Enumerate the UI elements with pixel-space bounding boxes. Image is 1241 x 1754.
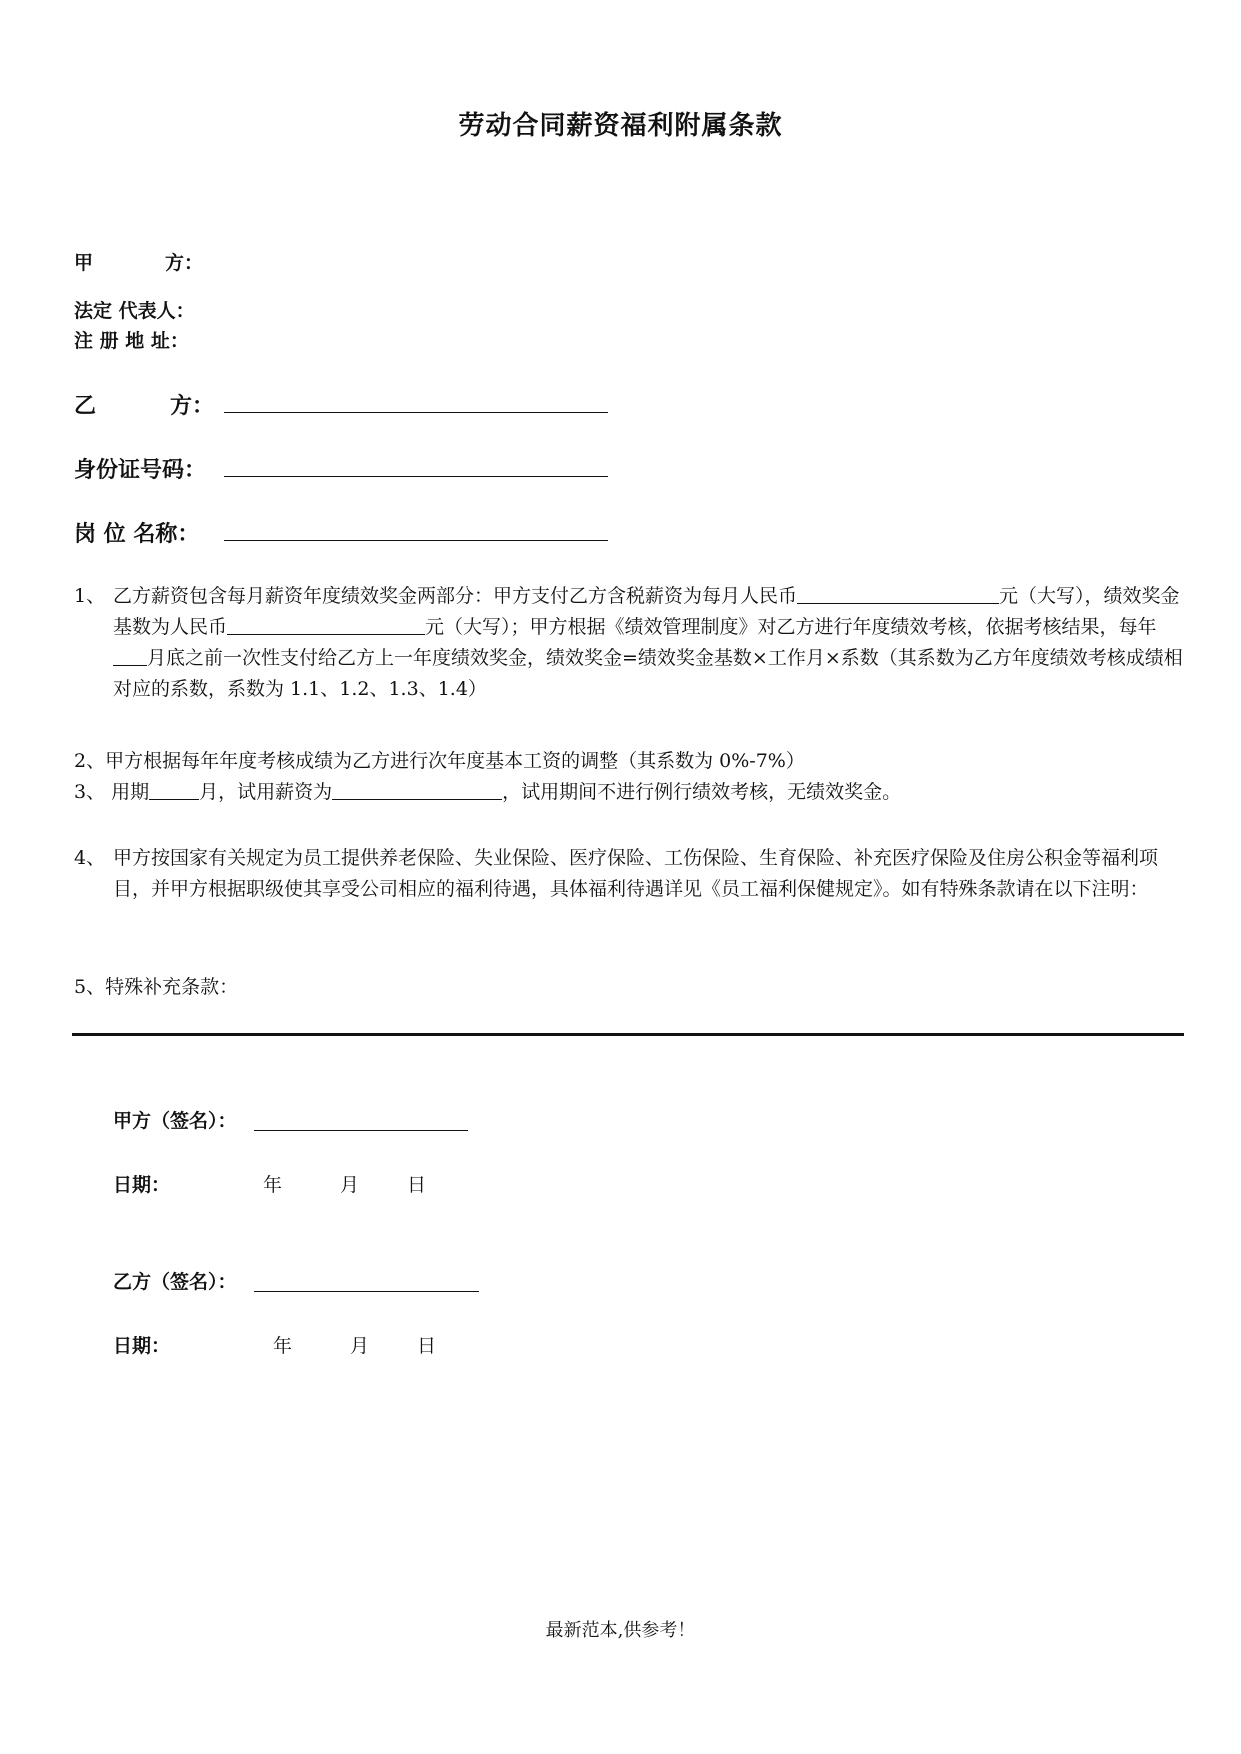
clause-1-text-b: 元（大写），绩效奖金基数为人民币 — [113, 585, 1180, 638]
monthly-salary-blank[interactable] — [797, 584, 999, 604]
party-a-signature-label: 甲方（签名）： — [113, 1110, 237, 1132]
clause-3-text-c: ，试用期间不进行例行绩效考核，无绩效奖金。 — [502, 781, 902, 803]
address-label: 注 册 地 址： — [74, 330, 189, 352]
party-a-signature-field[interactable] — [254, 1130, 468, 1131]
party-b-label-b: 方： — [170, 394, 215, 419]
party-b-label — [74, 389, 214, 420]
party-b-month-label: 月 — [350, 1335, 370, 1357]
party-a-year-label: 年 — [263, 1174, 283, 1196]
party-a-label-b: 方： — [165, 252, 204, 274]
party-b-date-label: 日期： — [113, 1335, 171, 1357]
clause-1-text-d: 月底之前一次性支付给乙方上一年度绩效奖金，绩效奖金=绩效奖金基数×工作月×系数（其系数为乙方年度绩效考核成绩相对应的系数，系数为 1.1、1.2、1.3、1.4） — [113, 647, 1183, 700]
clause-4: 甲方按国家有关规定为员工提供养老保险、失业保险、医疗保险、工伤保险、生育保险、补充医疗保险及住房公积金等福利项目，并甲方根据职级使其享受公司相应的福利待遇，具体福利待遇详见《员工福利保健规定》。如有特殊条款请在以下注明： — [113, 847, 1159, 900]
clause-4-number: 4、 — [74, 847, 106, 869]
clause-3 — [74, 777, 901, 804]
clause-1-text-c: 元（大写）；甲方根据《绩效管理制度》对乙方进行年度绩效考核，依据考核结果，每年 — [425, 616, 1157, 638]
clause-1-text-a: 乙方薪资包含每月薪资年度绩效奖金两部分：甲方支付乙方含税薪资为每月人民币 — [113, 585, 798, 607]
party-a-month-label: 月 — [340, 1174, 360, 1196]
clause-1 — [113, 581, 1183, 705]
clause-3-text-a: 3、 用期 — [74, 781, 150, 803]
clause-5: 5、特殊补充条款： — [74, 976, 239, 998]
id-number-field[interactable] — [224, 476, 608, 477]
position-label: 岗 位 名称： — [74, 522, 200, 547]
party-a-day-label: 日 — [407, 1174, 427, 1196]
probation-months-blank[interactable] — [149, 780, 199, 800]
party-a-label — [74, 248, 203, 275]
id-number-label: 身份证号码： — [74, 458, 207, 483]
legal-rep-label: 法定 代表人： — [74, 300, 195, 322]
probation-salary-blank[interactable] — [332, 780, 502, 800]
clause-3-text-b: 月，试用薪资为 — [199, 781, 333, 803]
party-b-year-label: 年 — [273, 1335, 293, 1357]
footer-note: 最新范本,供参考！ — [545, 1620, 696, 1641]
party-a-label-a: 甲 — [74, 252, 94, 274]
party-a-date-label: 日期： — [113, 1174, 171, 1196]
clause-1-number: 1、 — [74, 585, 106, 607]
party-b-signature-field[interactable] — [254, 1291, 479, 1292]
bonus-base-blank[interactable] — [227, 615, 425, 635]
position-field[interactable] — [224, 540, 608, 541]
document-title: 劳动合同薪资福利附属条款 — [458, 111, 783, 141]
party-b-name-field[interactable] — [224, 412, 608, 413]
party-b-signature-label: 乙方（签名）： — [113, 1271, 237, 1293]
section-divider — [72, 1033, 1184, 1036]
party-b-day-label: 日 — [417, 1335, 437, 1357]
clause-2: 2、甲方根据每年年度考核成绩为乙方进行次年度基本工资的调整（其系数为 0%-7%） — [74, 750, 805, 772]
party-b-label-a: 乙 — [74, 394, 97, 419]
bonus-month-blank[interactable] — [113, 646, 147, 666]
